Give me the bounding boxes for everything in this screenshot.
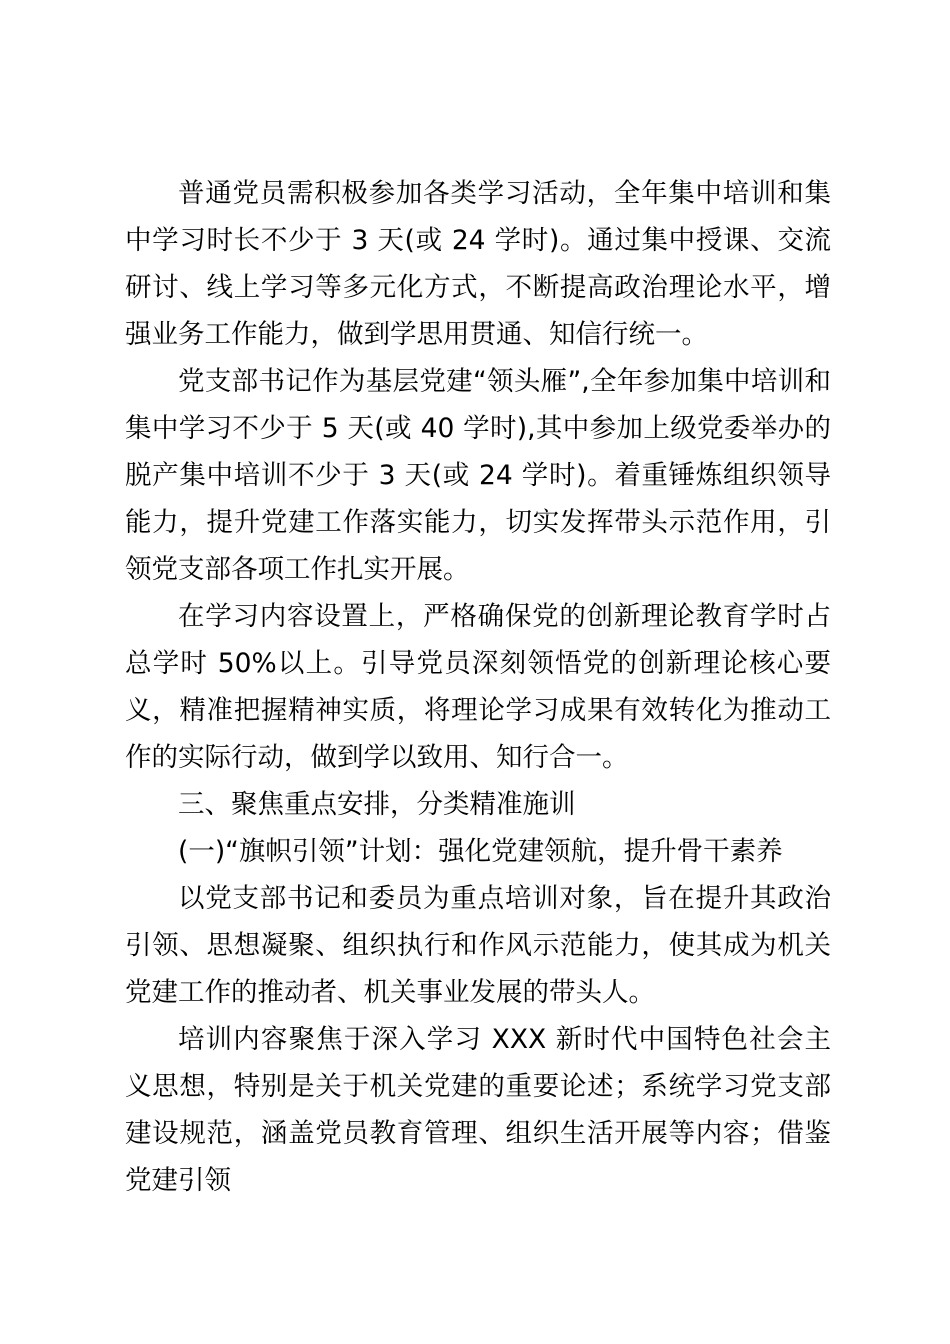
paragraph-learning-content: 在学习内容设置上，严格确保党的创新理论教育学时占总学时 50%以上。引导党员深刻领悟党的创新理论核心要义，精准把握精神实质，将理论学习成果有效转化为推动工作的实际行动，做到学以致用、知行合一。 bbox=[125, 601, 831, 773]
document-body bbox=[125, 170, 831, 1204]
subsection-heading-1: (一)“旗帜引领”计划：强化党建领航，提升骨干素养 bbox=[178, 836, 783, 867]
paragraph-training-content: 培训内容聚焦于深入学习 XXX 新时代中国特色社会主义思想，特别是关于机关党建的重要论述；系统学习党支部建设规范，涵盖党员教育管理、组织生活开展等内容；借鉴党建引领 bbox=[125, 1024, 831, 1196]
paragraph-party-member-training: 普通党员需积极参加各类学习活动，全年集中培训和集中学习时长不少于 3 天(或 24 学时)。通过集中授课、交流研讨、线上学习等多元化方式，不断提高政治理论水平，增强业务工作能力，做到学思用贯通、知信行统一。 bbox=[125, 178, 831, 350]
paragraph-branch-secretary-training: 党支部书记作为基层党建“领头雁”,全年参加集中培训和集中学习不少于 5 天(或 40 学时),其中参加上级党委举办的脱产集中培训不少于 3 天(或 24 学时)。着重锤炼组织领导能力，提升党建工作落实能力，切实发挥带头示范作用，引领党支部各项工作扎实开展。 bbox=[125, 366, 831, 585]
section-heading-3: 三、聚焦重点安排，分类精准施训 bbox=[178, 789, 576, 820]
paragraph-training-targets: 以党支部书记和委员为重点培训对象，旨在提升其政治引领、思想凝聚、组织执行和作风示范能力，使其成为机关党建工作的推动者、机关事业发展的带头人。 bbox=[125, 883, 831, 1008]
